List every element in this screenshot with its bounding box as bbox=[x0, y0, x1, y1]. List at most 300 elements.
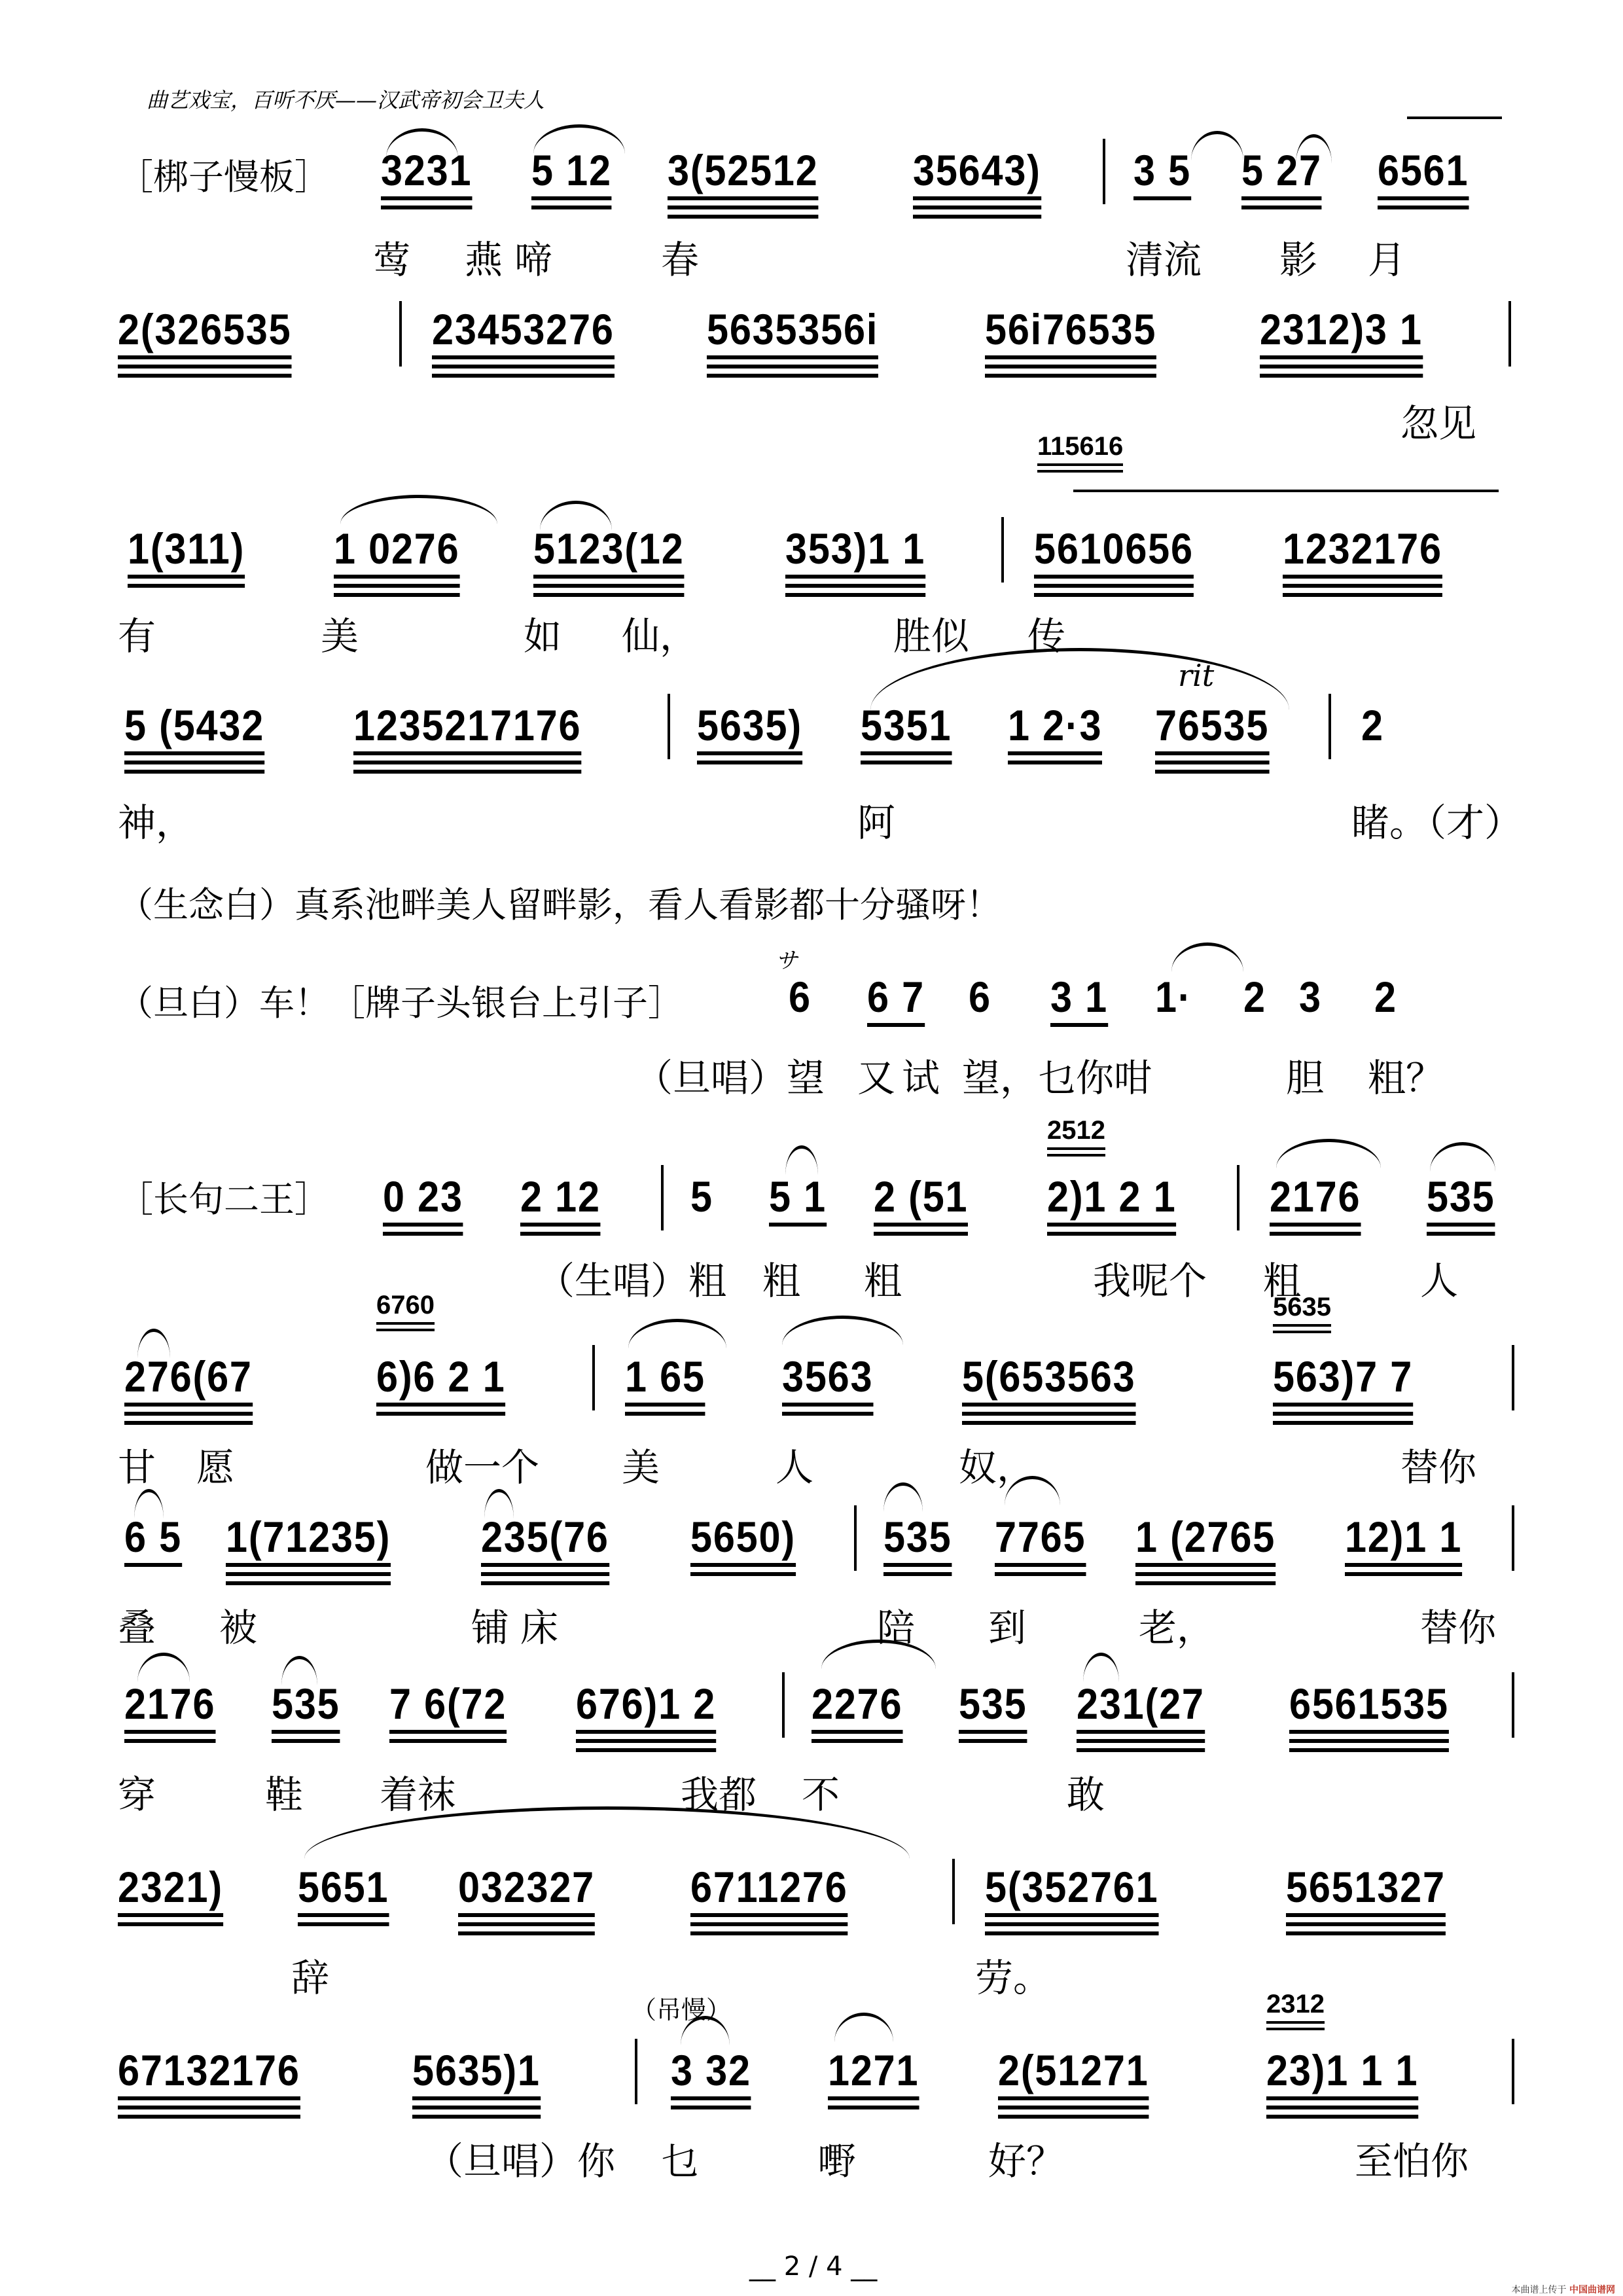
note-group: 6561535 bbox=[1289, 1679, 1449, 1729]
note-group: 235(76 bbox=[481, 1512, 609, 1562]
beam-line bbox=[381, 196, 472, 200]
beam-line bbox=[1133, 196, 1191, 200]
note-group: 5610656 bbox=[1034, 524, 1194, 573]
beam-line bbox=[913, 215, 1041, 219]
note-group: 6561 bbox=[1378, 145, 1469, 195]
beam-line bbox=[1077, 1739, 1205, 1743]
note-group: 5 27 bbox=[1241, 145, 1322, 195]
beam-line bbox=[1135, 1563, 1275, 1567]
slur bbox=[1430, 1142, 1495, 1172]
grace-notes: 6760 bbox=[376, 1291, 435, 1320]
beam-line bbox=[1283, 575, 1442, 579]
lyric: 胆 bbox=[1286, 1056, 1325, 1100]
beam-line bbox=[118, 365, 291, 368]
beam-line bbox=[124, 1403, 253, 1407]
note-group: 2176 bbox=[124, 1679, 215, 1729]
note-group: 535 bbox=[959, 1679, 1027, 1729]
beam-line bbox=[769, 1223, 827, 1227]
note-group: 6)6 2 1 bbox=[376, 1352, 506, 1401]
beam-line bbox=[481, 1572, 609, 1576]
section-label: ［梆子慢板］ bbox=[118, 156, 330, 198]
beam-line bbox=[383, 1232, 463, 1236]
beam-line bbox=[334, 575, 459, 579]
beam-line bbox=[1008, 761, 1102, 764]
lyric: 人 bbox=[1420, 1259, 1459, 1303]
barline bbox=[399, 301, 402, 367]
beam-line bbox=[432, 365, 615, 368]
note-group: 563)7 7 bbox=[1273, 1352, 1413, 1401]
beam-line bbox=[1260, 355, 1423, 359]
beam-line bbox=[576, 1730, 716, 1734]
note-group: 3 5 bbox=[1133, 145, 1191, 195]
note-group: 6 bbox=[789, 973, 812, 1021]
barline bbox=[854, 1505, 857, 1571]
beam-line bbox=[1286, 1931, 1446, 1935]
lyric: 穿 bbox=[118, 1772, 156, 1817]
beam-line bbox=[861, 751, 952, 755]
beam-line bbox=[1378, 196, 1469, 200]
note-group: 1 0276 bbox=[334, 524, 459, 573]
beam-line bbox=[985, 1922, 1158, 1926]
note-group: 5 1 bbox=[769, 1172, 827, 1221]
beam-line bbox=[1034, 575, 1194, 579]
beam-line bbox=[998, 2106, 1149, 2109]
slur bbox=[834, 2013, 893, 2042]
note-group: 5351 bbox=[861, 700, 952, 750]
beam-line bbox=[458, 1931, 595, 1935]
beam-line bbox=[1273, 1403, 1413, 1407]
grace-notes: 2512 bbox=[1047, 1116, 1105, 1145]
beam-line bbox=[272, 1730, 340, 1734]
lyric: 粗 bbox=[762, 1259, 801, 1303]
note-group: 276(67 bbox=[124, 1352, 253, 1401]
lyric: 仙， bbox=[622, 614, 698, 658]
beam-line bbox=[1273, 1324, 1331, 1327]
beam-line bbox=[128, 575, 245, 579]
note-group: 6 5 bbox=[124, 1512, 182, 1562]
note-group: 1 (2765 bbox=[1135, 1512, 1275, 1562]
note-group: 5635356i bbox=[707, 304, 878, 354]
beam-line bbox=[1047, 1223, 1177, 1227]
note-group: 2 (51 bbox=[874, 1172, 968, 1221]
beam-line bbox=[1155, 770, 1269, 774]
beam-line bbox=[1135, 1581, 1275, 1585]
watermark bbox=[1512, 2283, 1615, 2296]
beam-line bbox=[1047, 1147, 1105, 1150]
beam-line bbox=[118, 355, 291, 359]
beam-line bbox=[520, 1223, 601, 1227]
beam-line bbox=[389, 1730, 507, 1734]
slur bbox=[1171, 942, 1243, 972]
beam-line bbox=[671, 2106, 751, 2109]
note-group: 1(71235) bbox=[226, 1512, 391, 1562]
beam-line bbox=[785, 584, 925, 588]
lyric: 粗 bbox=[864, 1259, 902, 1303]
beam-line bbox=[383, 1223, 463, 1227]
lyric: 人 bbox=[776, 1445, 814, 1490]
watermark-site: 中国曲谱网 bbox=[1569, 2285, 1615, 2295]
lyric: 替你 bbox=[1420, 1605, 1497, 1650]
beam-line bbox=[124, 761, 264, 764]
beam-line bbox=[707, 365, 878, 368]
note-group: 7765 bbox=[995, 1512, 1086, 1562]
slur bbox=[137, 1653, 190, 1682]
beam-line bbox=[785, 575, 925, 579]
beam-line bbox=[690, 1931, 848, 1935]
note-group: 353)1 1 bbox=[785, 524, 925, 573]
beam-line bbox=[1050, 1023, 1108, 1027]
barline bbox=[1512, 1672, 1514, 1738]
note-group: 2)1 2 1 bbox=[1047, 1172, 1177, 1221]
slur bbox=[628, 1319, 726, 1348]
long-slur bbox=[1407, 117, 1502, 119]
grace-notes: 2312 bbox=[1266, 1990, 1325, 2019]
beam-line bbox=[458, 1922, 595, 1926]
lyric: 叠 bbox=[118, 1605, 156, 1650]
note-group: 0 23 bbox=[383, 1172, 463, 1221]
beam-line bbox=[883, 1572, 952, 1576]
beam-line bbox=[226, 1581, 391, 1585]
beam-line bbox=[985, 365, 1156, 368]
beam-line bbox=[124, 1730, 215, 1734]
note-group: 2(326535 bbox=[118, 304, 291, 354]
beam-line bbox=[962, 1421, 1135, 1425]
note-group: 3 32 bbox=[671, 2045, 751, 2095]
note-group: 1235217176 bbox=[353, 700, 581, 750]
beam-line bbox=[118, 2096, 300, 2100]
lyric: 美 bbox=[622, 1445, 660, 1490]
barline bbox=[592, 1345, 595, 1410]
watermark-prefix: 本曲谱上传于 bbox=[1511, 2285, 1567, 2295]
grace-notes: 5635 bbox=[1273, 1293, 1331, 1322]
note-group: 2276 bbox=[812, 1679, 902, 1729]
beam-line bbox=[353, 751, 581, 755]
page-header-title: 曲艺戏宝，百听不厌——汉武帝初会卫夫人 bbox=[147, 88, 545, 113]
beam-line bbox=[883, 1563, 952, 1567]
beam-line bbox=[985, 355, 1156, 359]
beam-line bbox=[481, 1563, 609, 1567]
beam-line bbox=[1273, 1421, 1413, 1425]
lyric: 乜 bbox=[661, 2139, 700, 2183]
note-group: 3 bbox=[1299, 973, 1322, 1021]
note-group: 1(311) bbox=[128, 524, 245, 573]
lyric: 陪 bbox=[877, 1605, 916, 1650]
beam-line bbox=[668, 215, 819, 219]
beam-line bbox=[1047, 1232, 1177, 1236]
beam-line bbox=[874, 1223, 968, 1227]
lyric: 忽见 bbox=[1400, 401, 1477, 446]
lyric: 望，乜你咁 bbox=[962, 1056, 1152, 1100]
lyric: 辞 bbox=[291, 1956, 330, 2000]
beam-line bbox=[828, 2106, 919, 2109]
note-group: 032327 bbox=[458, 1862, 595, 1912]
beam-line bbox=[1266, 2115, 1418, 2119]
lyric: 有 bbox=[118, 614, 156, 658]
barline bbox=[1237, 1165, 1240, 1230]
lyric: 着袜 bbox=[380, 1772, 456, 1817]
note-group: 12)1 1 bbox=[1345, 1512, 1462, 1562]
spoken-line: （生念白）真系池畔美人留畔影，看人看影都十分骚呀！ bbox=[118, 884, 1001, 925]
lyric: 敢 bbox=[1067, 1772, 1105, 1817]
beam-line bbox=[128, 584, 245, 588]
beam-line bbox=[1047, 1154, 1105, 1157]
lyric: 愿 bbox=[196, 1445, 235, 1490]
beam-line bbox=[913, 206, 1041, 209]
note-group: 2 12 bbox=[520, 1172, 601, 1221]
beam-line bbox=[118, 1922, 223, 1926]
note-group: 5(352761 bbox=[985, 1862, 1158, 1912]
note-group: 56i76535 bbox=[985, 304, 1156, 354]
lyric: 月 bbox=[1368, 238, 1406, 282]
note-group: 2(51271 bbox=[998, 2045, 1149, 2095]
beam-line bbox=[1378, 206, 1469, 209]
beam-line bbox=[1135, 1572, 1275, 1576]
beam-line bbox=[1273, 1412, 1413, 1416]
lyric: 莺 bbox=[373, 238, 412, 282]
beam-line bbox=[533, 584, 685, 588]
note-group: 2 bbox=[1361, 701, 1384, 749]
barline bbox=[782, 1672, 785, 1738]
beam-line bbox=[625, 1412, 705, 1416]
beam-line bbox=[1286, 1922, 1446, 1926]
beam-line bbox=[124, 1563, 182, 1567]
slur bbox=[782, 1316, 903, 1345]
lyric: 春 bbox=[661, 238, 700, 282]
beam-line bbox=[1266, 2021, 1325, 2024]
beam-line bbox=[124, 1421, 253, 1425]
beam-line bbox=[226, 1572, 391, 1576]
beam-line bbox=[1034, 593, 1194, 597]
slur bbox=[821, 1640, 936, 1669]
lyric: 粗 bbox=[1263, 1259, 1302, 1303]
barline bbox=[635, 2039, 637, 2104]
note-group: 3231 bbox=[381, 145, 472, 195]
beam-line bbox=[671, 2096, 751, 2100]
barline bbox=[1512, 2039, 1514, 2104]
lyric: 如 bbox=[524, 614, 562, 658]
beam-line bbox=[785, 593, 925, 597]
beam-line bbox=[697, 761, 802, 764]
note-group: 3 1 bbox=[1050, 972, 1108, 1022]
beam-line bbox=[697, 751, 802, 755]
beam-line bbox=[298, 1922, 389, 1926]
note-group: 5635) bbox=[697, 700, 802, 750]
beam-line bbox=[1289, 1739, 1449, 1743]
note-group: 5(653563 bbox=[962, 1352, 1135, 1401]
lyric: 铺 bbox=[471, 1605, 510, 1650]
beam-line bbox=[1037, 470, 1123, 473]
note-group: 2 bbox=[1374, 973, 1397, 1021]
lyric: （生唱）粗 bbox=[537, 1259, 727, 1303]
beam-line bbox=[668, 196, 819, 200]
lyric: 奴， bbox=[959, 1445, 1035, 1490]
note-group: 5 bbox=[690, 1172, 713, 1221]
beam-line bbox=[1266, 2096, 1418, 2100]
beam-line bbox=[782, 1412, 873, 1416]
beam-line bbox=[985, 1931, 1158, 1935]
beam-line bbox=[962, 1403, 1135, 1407]
beam-line bbox=[959, 1730, 1027, 1734]
beam-line bbox=[812, 1730, 902, 1734]
beam-line bbox=[668, 206, 819, 209]
beam-line bbox=[861, 761, 952, 764]
beam-line bbox=[995, 1563, 1086, 1567]
slur bbox=[1276, 1139, 1381, 1168]
beam-line bbox=[531, 196, 612, 200]
lyric: 替你 bbox=[1400, 1445, 1477, 1490]
page-number: __ 2 / 4 __ bbox=[749, 2251, 878, 2282]
lyric: 胜似 bbox=[893, 614, 970, 658]
beam-line bbox=[1427, 1223, 1495, 1227]
beam-line bbox=[690, 1913, 848, 1917]
slur bbox=[1083, 1653, 1119, 1682]
beam-line bbox=[520, 1232, 601, 1236]
note-group: 1 65 bbox=[625, 1352, 705, 1401]
note-group: 2 bbox=[1243, 973, 1266, 1021]
barline bbox=[952, 1859, 955, 1924]
free-meter-mark: サ bbox=[776, 948, 798, 974]
note-group: 23)1 1 1 bbox=[1266, 2045, 1418, 2095]
barline bbox=[1512, 1505, 1514, 1571]
beam-line bbox=[1077, 1748, 1205, 1752]
spoken-line: （旦白）车！［牌子头银台上引子］ bbox=[118, 982, 683, 1024]
beam-line bbox=[576, 1739, 716, 1743]
barline bbox=[1103, 139, 1105, 204]
beam-line bbox=[272, 1739, 340, 1743]
beam-line bbox=[690, 1922, 848, 1926]
note-group: 76535 bbox=[1155, 700, 1269, 750]
note-group: 1271 bbox=[828, 2045, 919, 2095]
beam-line bbox=[334, 584, 459, 588]
lyric: 清流 bbox=[1126, 238, 1202, 282]
beam-line bbox=[118, 374, 291, 378]
beam-line bbox=[1266, 2106, 1418, 2109]
note-group: 676)1 2 bbox=[576, 1679, 716, 1729]
lyric: 好？ bbox=[988, 2139, 1065, 2183]
lyric: 被 bbox=[219, 1605, 258, 1650]
beam-line bbox=[298, 1913, 389, 1917]
beam-line bbox=[412, 2106, 541, 2109]
beam-line bbox=[1077, 1730, 1205, 1734]
tempo-marking: （吊慢） bbox=[632, 1996, 732, 2024]
beam-line bbox=[533, 575, 685, 579]
beam-line bbox=[690, 1563, 796, 1567]
beam-line bbox=[334, 593, 459, 597]
grace-notes: 115616 bbox=[1037, 432, 1123, 461]
note-group: 3563 bbox=[782, 1352, 873, 1401]
barline bbox=[661, 1165, 664, 1230]
beam-line bbox=[913, 196, 1041, 200]
beam-line bbox=[1345, 1563, 1462, 1567]
lyric: 我都 bbox=[681, 1772, 757, 1817]
slur bbox=[1191, 131, 1243, 160]
beam-line bbox=[376, 1322, 435, 1325]
long-slur bbox=[1073, 490, 1499, 492]
lyric: （旦唱）望 bbox=[635, 1056, 825, 1100]
lyric: 传 bbox=[1027, 614, 1066, 658]
note-group: 1 2·3 bbox=[1008, 700, 1102, 750]
beam-line bbox=[412, 2096, 541, 2100]
lyric: 我呢个 bbox=[1093, 1259, 1207, 1303]
slur bbox=[340, 495, 497, 524]
beam-line bbox=[625, 1403, 705, 1407]
note-group: 535 bbox=[1427, 1172, 1495, 1221]
note-group: 35643) bbox=[913, 145, 1041, 195]
note-group: 23453276 bbox=[432, 304, 615, 354]
note-group: 5651327 bbox=[1286, 1862, 1446, 1912]
lyric: 粗？ bbox=[1368, 1056, 1444, 1100]
beam-line bbox=[432, 355, 615, 359]
beam-line bbox=[1241, 206, 1322, 209]
beam-line bbox=[998, 2096, 1149, 2100]
barline bbox=[668, 694, 670, 759]
lyric: 睹。（才） bbox=[1351, 800, 1523, 845]
beam-line bbox=[1345, 1572, 1462, 1576]
note-group: 5123(12 bbox=[533, 524, 685, 573]
note-group: 2321) bbox=[118, 1862, 223, 1912]
beam-line bbox=[1034, 584, 1194, 588]
note-group: 535 bbox=[883, 1512, 952, 1562]
lyric: 到 bbox=[988, 1605, 1027, 1650]
barline bbox=[1508, 301, 1511, 367]
lyric: 鞋 bbox=[265, 1772, 304, 1817]
beam-line bbox=[118, 2106, 300, 2109]
slur bbox=[785, 1145, 818, 1175]
beam-line bbox=[432, 374, 615, 378]
note-group: 6711276 bbox=[690, 1862, 848, 1912]
beam-line bbox=[412, 2115, 541, 2119]
beam-line bbox=[1286, 1913, 1446, 1917]
beam-line bbox=[690, 1572, 796, 1576]
beam-line bbox=[1283, 584, 1442, 588]
beam-line bbox=[998, 2115, 1149, 2119]
beam-line bbox=[376, 1412, 506, 1416]
beam-line bbox=[118, 2115, 300, 2119]
note-group: 5635)1 bbox=[412, 2045, 541, 2095]
beam-line bbox=[959, 1739, 1027, 1743]
note-group: 7 6(72 bbox=[389, 1679, 507, 1729]
slur bbox=[883, 1482, 923, 1512]
beam-line bbox=[985, 374, 1156, 378]
lyric: 美 bbox=[321, 614, 359, 658]
beam-line bbox=[874, 1232, 968, 1236]
section-label: ［长句二王］ bbox=[118, 1179, 330, 1220]
beam-line bbox=[1283, 593, 1442, 597]
beam-line bbox=[226, 1563, 391, 1567]
barline bbox=[1329, 694, 1331, 759]
beam-line bbox=[376, 1329, 435, 1331]
beam-line bbox=[812, 1739, 902, 1743]
lyric: 影 bbox=[1279, 238, 1318, 282]
lyric: 燕啼 bbox=[465, 238, 565, 282]
beam-line bbox=[118, 1913, 223, 1917]
beam-line bbox=[376, 1403, 506, 1407]
beam-line bbox=[124, 1412, 253, 1416]
beam-line bbox=[962, 1412, 1135, 1416]
beam-line bbox=[1037, 463, 1123, 466]
beam-line bbox=[353, 761, 581, 764]
lyric: （旦唱）你 bbox=[425, 2139, 616, 2183]
beam-line bbox=[1241, 196, 1322, 200]
beam-line bbox=[1289, 1748, 1449, 1752]
lyric: 至怕你 bbox=[1355, 2139, 1469, 2183]
beam-line bbox=[1270, 1232, 1361, 1236]
note-group: 5 (5432 bbox=[124, 700, 264, 750]
note-group: 2176 bbox=[1270, 1172, 1361, 1221]
lyric: 劳。 bbox=[975, 1956, 1052, 2000]
beam-line bbox=[782, 1403, 873, 1407]
lyric: 又试 bbox=[857, 1056, 947, 1100]
